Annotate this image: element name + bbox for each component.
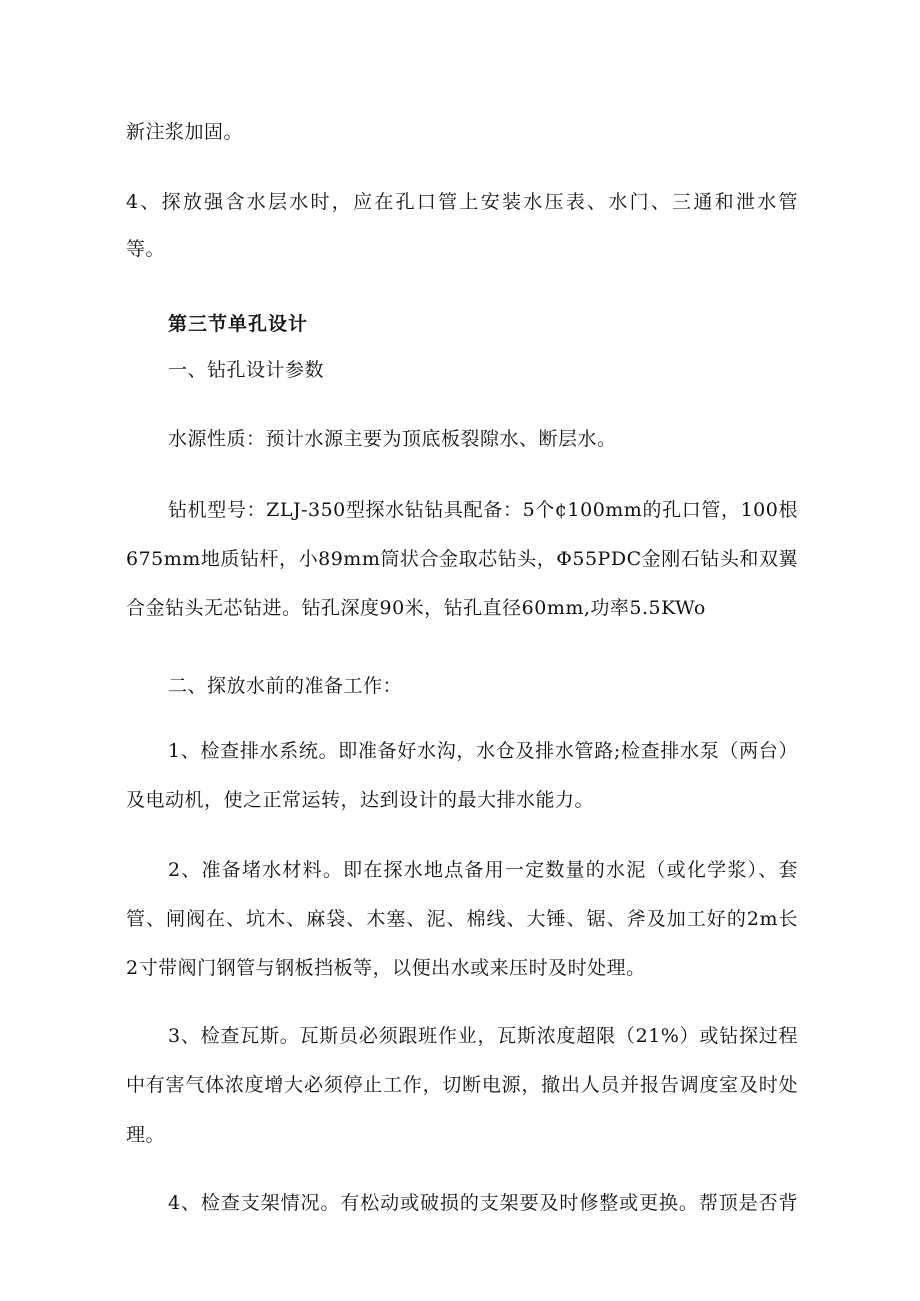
paragraph-line: 及电动机，使之正常运转，达到设计的最大排水能力。 — [126, 789, 595, 811]
subsection-heading: 一、钻孔设计参数 — [168, 359, 325, 381]
paragraph-line: 水源性质：预计水源主要为顶底板裂隙水、断层水。 — [168, 428, 617, 450]
paragraph-line: 合金钻头无芯钻进。钻孔深度90米，钻孔直径60mm,功率5.5KWo — [126, 597, 706, 619]
section-heading: 第三节单孔设计 — [168, 313, 309, 335]
paragraph-line: 2寸带阀门钢管与钢板挡板等，以便出水或来压时及时处理。 — [126, 957, 646, 979]
paragraph-line: 中有害气体浓度增大必须停止工作，切断电源，撤出人员并报告调度室及时处 — [126, 1074, 798, 1096]
paragraph-line: 2、准备堵水材料。即在探水地点备用一定数量的水泥（或化学浆）、套 — [168, 859, 798, 881]
paragraph-line: 1、检查排水系统。即准备好水沟，水仓及排水管路;检查排水泵（两台） — [168, 740, 798, 762]
paragraph-line: 4、探放强含水层水时，应在孔口管上安装水压表、水门、三通和泄水管 — [126, 191, 798, 213]
paragraph-line: 管、闸阀在、坑木、麻袋、木塞、泥、棉线、大锤、锯、斧及加工好的2m长 — [126, 908, 798, 930]
paragraph-line: 4、检查支架情况。有松动或破损的支架要及时修整或更换。帮顶是否背 — [168, 1192, 798, 1214]
paragraph-line: 等。 — [126, 238, 166, 260]
subsection-heading: 二、探放水前的准备工作： — [168, 675, 403, 697]
paragraph-line: 钻机型号：ZLJ-350型探水钻钻具配备：5个¢100mm的孔口管，100根 — [168, 499, 798, 521]
paragraph-line: 理。 — [126, 1124, 166, 1146]
paragraph-line: 新注浆加固。 — [126, 121, 244, 143]
paragraph-line: 3、检查瓦斯。瓦斯员必须跟班作业，瓦斯浓度超限（21%）或钻探过程 — [168, 1025, 798, 1047]
paragraph-line: 675mm地质钻杆，小89mm筒状合金取芯钻头，Φ55PDC金刚石钻头和双翼 — [126, 548, 798, 570]
